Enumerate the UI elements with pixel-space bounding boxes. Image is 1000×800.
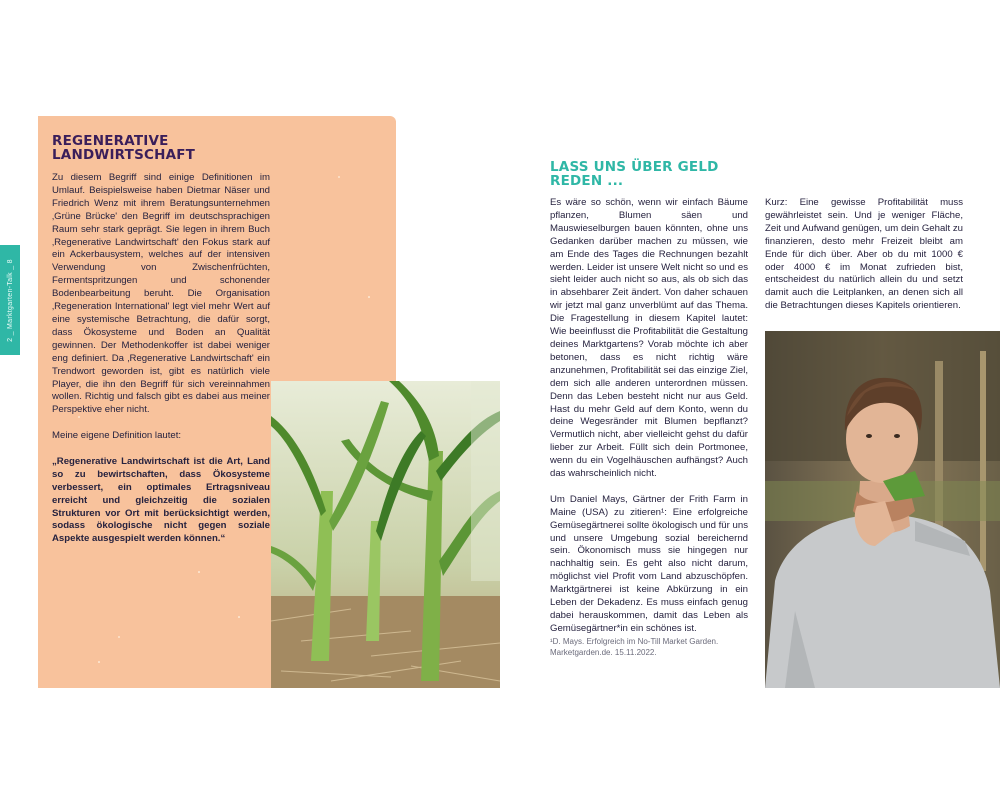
box-paragraph: Zu diesem Begriff sind einige Definitionen im Umlauf. Beispielsweise haben Dietmar Näser und Friedrich Wenz mit ihrem Beratungsunternehmen ‚Grüne Brücke' den Begriff im deutschsprachigen Raum sehr stark geprägt. Sie legen in ihrem Buch ‚Regenerative Landwirtschaft' den Fokus stark auf ein Ackerbausystem, welches auf der intensiven Verwendung von Zwischenfrüchten, Fermentspritzungen und schonender Bodenbearbeitung beruht. Die Organisation ‚Regeneration International' legt viel mehr Wert auf eine systemische Betrachtung, die dafür sorgt, dass Ökosysteme und Boden an Qualität gewinnen. Der Methodenkoffer ist dabei weniger eng definiert. Da ‚Regenerative Landwirtschaft' ein Trendwort geworden ist, gibt es natürlich viele Player, die ihn den Begriff für sich vereinnahmen wollen. Richtig und falsch gibt es dabei aus meiner Perspektive eher nicht. <box>52 172 270 416</box>
leek-photo <box>271 381 500 688</box>
section-title-money <box>550 160 719 188</box>
text-column-right <box>765 197 963 313</box>
gardener-photo <box>765 331 1000 688</box>
footnote <box>550 636 750 658</box>
definition-quote: „Regenerative Landwirtschaft ist die Art, Land so zu bewirtschaften, dass Ökosysteme verbessert, ein optimales Ertragsniveau erreicht und gleichzeitig die sozialen Strukturen vor Ort mit berücksichtigt werden, sodass ökologische nicht gegen soziale Aspekte ausgespielt werden können.“ <box>52 455 270 545</box>
body-paragraph: Kurz: Eine gewisse Profitabilität muss gewährleistet sein. Und je weniger Fläche, Zeit und Aufwand genügen, um dein Gehalt zu finanzieren, desto mehr Freizeit bleibt am Ende für dich über. Aber ob du mit 1000 € oder 4000 € im Monat zufrieden bist, entscheidest du natürlich allein du und setzt damit auch die Leitplanken, an denen sich all die Betrachtungen dieses Kapitels orientieren. <box>765 197 963 312</box>
box-title-line1: REGENERATIVE <box>52 133 169 149</box>
footnote-line2: Marketgarden.de. 15.11.2022. <box>550 648 657 657</box>
chapter-side-tab-label: 2 _ Marktgarten-Talk _ 8 <box>6 258 14 342</box>
section-title-line2: REDEN ... <box>550 173 624 189</box>
box-body <box>52 172 270 559</box>
box-title <box>52 134 195 162</box>
text-column-left <box>550 197 748 649</box>
body-paragraph: Es wäre so schön, wenn wir einfach Bäume pflanzen, Blumen säen und Mauswieselburgen bauen könnten, ohne uns Gedanken darüber machen zu müssen, wie am Ende des Tages die Rechnungen bezahlt werden. Leider ist unsere Welt nicht so und es sieht leider auch nicht so aus, als ob sich das in absehbarer Zeit ändert. Von daher schauen wir jetzt mal ganz unverblümt auf das Thema. Die Fragestellung in diesem Kapitel lautet: Wie beeinflusst die Profitabilität die Gestaltung deines Marktgartens? Vorab möchte ich aber betonen, dass es nicht richtig wäre anzunehmen, Profitabilität sei das einzige Ziel, dem sich alle anderen unterordnen müssen. Denn das Leben besteht nicht nur aus Geld. Hast du mehr Geld auf dem Konto, wenn du deine Wegesränder mit Blumen bepflanzt? Vermutlich nicht, aber vielleicht gehst du dafür lieber zur Arbeit. Füllt sich dein Portmonee, wenn du ein Vogelhäuschen aufhängst? Auch das wahrscheinlich nicht. <box>550 197 748 480</box>
chapter-side-tab <box>0 245 20 355</box>
body-paragraph: Um Daniel Mays, Gärtner der Frith Farm in Maine (USA) zu zitieren¹: Eine erfolgreiche Gemüsegärtnerei sollte ökologisch und für uns und unsere Umgebung sozial bereichernd sein. Ökonomisch muss sie hingegen nur nachhaltig sein. Es geht also nicht darum, möglichst viel Profit vom Land abzuschöpfen. Marktgärtnerei ist keine Abkürzung in ein Leben der Dekadenz. Es muss einfach genug dabei herauskommen, damit das Leben als Gemüsegärtner*in ein schönes ist. <box>550 493 748 634</box>
section-title-line1: LASS UNS ÜBER GELD <box>550 159 719 175</box>
box-title-line2: LANDWIRTSCHAFT <box>52 147 196 163</box>
footnote-line1: ¹D. Mays. Erfolgreich im No-Till Market Garden. <box>550 637 719 646</box>
box-paragraph: Meine eigene Definition lautet: <box>52 430 182 442</box>
